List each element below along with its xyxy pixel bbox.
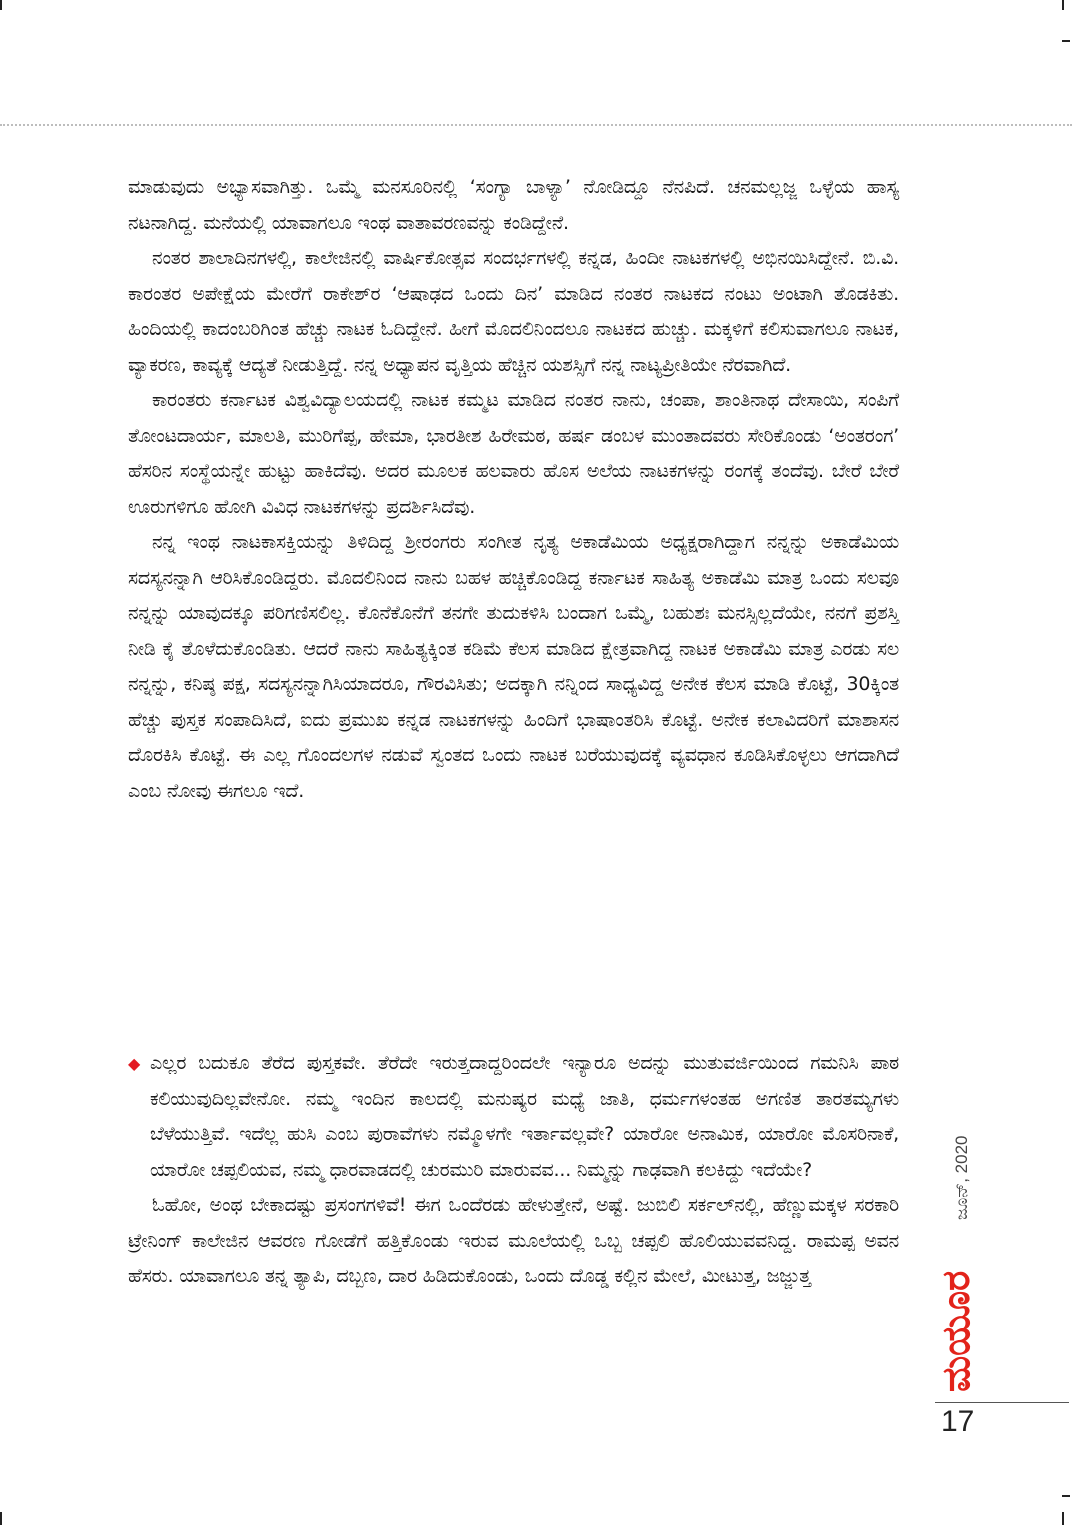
diamond-bullet-icon: ◆ bbox=[128, 1054, 141, 1073]
page-number: 17 bbox=[941, 1405, 975, 1438]
interview-question bbox=[128, 1046, 899, 1188]
body-paragraph: ನನ್ನ ಇಂಥ ನಾಟಕಾಸಕ್ತಿಯನ್ನು ತಿಳಿದಿದ್ದ ಶ್ರೀರಂಗರು ಸಂಗೀತ ನೃತ್ಯ ಅಕಾಡೆಮಿಯ ಅಧ್ಯಕ್ಷರಾಗಿದ್ದಾಗ ನನ್ನನ್ನು ಅಕಾಡೆಮಿಯ ಸದಸ್ಯನನ್ನಾಗಿ ಆರಿಸಿಕೊಂಡಿದ್ದರು. ಮೊದಲಿನಿಂದ ನಾನು ಬಹಳ ಹಚ್ಚಿಕೊಂಡಿದ್ದ ಕರ್ನಾಟಕ ಸಾಹಿತ್ಯ ಅಕಾಡೆಮಿ ಮಾತ್ರ ಒಂದು ಸಲವೂ ನನ್ನನ್ನು ಯಾವುದಕ್ಕೂ ಪರಿಗಣಿಸಲಿಲ್ಲ. ಕೊನೆಕೊನೆಗೆ ತನಗೇ ತುದುಕಳಿಸಿ ಬಂದಾಗ ಒಮ್ಮೆ, ಬಹುಶಃ ಮನಸ್ಸಿಲ್ಲದೆಯೇ, ನನಗೆ ಪ್ರಶಸ್ತಿ ನೀಡಿ ಕೈ ತೊಳೆದುಕೊಂಡಿತು. ಆದರೆ ನಾನು ಸಾಹಿತ್ಯಕ್ಕಿಂತ ಕಡಿಮೆ ಕೆಲಸ ಮಾಡಿದ ಕ್ಷೇತ್ರವಾಗಿದ್ದ ನಾಟಕ ಅಕಾಡೆಮಿ ಮಾತ್ರ ಎರಡು ಸಲ ನನ್ನನ್ನು, ಕನಿಷ್ಠ ಪಕ್ಷ, ಸದಸ್ಯನನ್ನಾಗಿಸಿಯಾದರೂ, ಗೌರವಿಸಿತು; ಅದಕ್ಕಾಗಿ ನನ್ನಿಂದ ಸಾಧ್ಯವಿದ್ದ ಅನೇಕ ಕೆಲಸ ಮಾಡಿ ಕೊಟ್ಟೆ, 30ಕ್ಕಿಂತ ಹೆಚ್ಚು ಪುಸ್ತಕ ಸಂಪಾದಿಸಿದೆ, ಐದು ಪ್ರಮುಖ ಕನ್ನಡ ನಾಟಕಗಳನ್ನು ಹಿಂದಿಗೆ ಭಾಷಾಂತರಿಸಿ ಕೊಟ್ಟೆ. ಅನೇಕ ಕಲಾವಿದರಿಗೆ ಮಾಶಾಸನ ದೊರಕಿಸಿ ಕೊಟ್ಟೆ. ಈ ಎಲ್ಲ ಗೊಂದಲಗಳ ನಡುವೆ ಸ್ವಂತದ ಒಂದು ನಾಟಕ ಬರೆಯುವುದಕ್ಕೆ ವ್ಯವಧಾನ ಕೂಡಿಸಿಕೊಳ್ಳಲು ಆಗದಾಗಿದೆ ಎಂಬ ನೋವು ಈಗಲೂ ಇದೆ. bbox=[128, 531, 899, 802]
issue-date-text: ಜೂನ್, 2020 bbox=[952, 1135, 971, 1220]
crop-mark-bottom-left bbox=[0, 1512, 2, 1525]
question-text: ಎಲ್ಲರ ಬದುಕೂ ತೆರೆದ ಪುಸ್ತಕವೇ. ತೆರೆದೇ ಇರುತ್ತದಾದ್ದರಿಂದಲೇ ಇನ್ಯಾರೂ ಅದನ್ನು ಮುತುವರ್ಜಿಯಿಂದ ಗಮನಿಸಿ ಪಾಠ ಕಲಿಯುವುದಿಲ್ಲವೇನೋ. ನಮ್ಮ ಇಂದಿನ ಕಾಲದಲ್ಲಿ ಮನುಷ್ಯರ ಮಧ್ಯೆ ಜಾತಿ, ಧರ್ಮಗಳಂತಹ ಅಗಣಿತ ತಾರತಮ್ಯಗಳು ಬೆಳೆಯುತ್ತಿವೆ. ಇದೆಲ್ಲ ಹುಸಿ ಎಂಬ ಪುರಾವೆಗಳು ನಮ್ಮೊಳಗೇ ಇರ್ತಾವಲ್ಲವೇ? ಯಾರೋ ಅನಾಮಿಕ, ಯಾರೋ ಮೊಸರಿನಾಕೆ, ಯಾರೋ ಚಪ್ಪಲಿಯವ, ನಮ್ಮ ಧಾರವಾಡದಲ್ಲಿ ಚುರಮುರಿ ಮಾರುವವ... ನಿಮ್ಮನ್ನು ಗಾಢವಾಗಿ ಕಲಕಿದ್ದು ಇದೆಯೇ? bbox=[150, 1052, 899, 1181]
crop-mark-top-left bbox=[0, 0, 2, 10]
body-paragraph: ನಂತರ ಶಾಲಾದಿನಗಳಲ್ಲಿ, ಕಾಲೇಜಿನಲ್ಲಿ ವಾರ್ಷಿಕೋತ್ಸವ ಸಂದರ್ಭಗಳಲ್ಲಿ ಕನ್ನಡ, ಹಿಂದೀ ನಾಟಕಗಳಲ್ಲಿ ಅಭಿನಯಿಸಿದ್ದೇನೆ. ಬಿ.ವಿ. ಕಾರಂತರ ಅಪೇಕ್ಷೆಯ ಮೇರೆಗೆ ರಾಕೇಶ್‌ರ ‘ಆಷಾಢದ ಒಂದು ದಿನ’ ಮಾಡಿದ ನಂತರ ನಾಟಕದ ನಂಟು ಅಂಟಾಗಿ ತೊಡಕಿತು. ಹಿಂದಿಯಲ್ಲಿ ಕಾದಂಬರಿಗಿಂತ ಹೆಚ್ಚು ನಾಟಕ ಓದಿದ್ದೇನೆ. ಹೀಗೆ ಮೊದಲಿನಿಂದಲೂ ನಾಟಕದ ಹುಚ್ಚು. ಮಕ್ಕಳಿಗೆ ಕಲಿಸುವಾಗಲೂ ನಾಟಕ, ವ್ಯಾಕರಣ, ಕಾವ್ಯಕ್ಕೆ ಆದ್ಯತೆ ನೀಡುತ್ತಿದ್ದೆ. ನನ್ನ ಅಧ್ಯಾಪನ ವೃತ್ತಿಯ ಹೆಚ್ಚಿನ ಯಶಸ್ಸಿಗೆ ನನ್ನ ನಾಟ್ಯಪ್ರೀತಿಯೇ ನೆರವಾಗಿದೆ. bbox=[128, 247, 899, 376]
crop-mark-top-right bbox=[1062, 0, 1064, 10]
interview-answer: ಓಹೋ, ಅಂಥ ಬೇಕಾದಷ್ಟು ಪ್ರಸಂಗಗಳಿವೆ! ಈಗ ಒಂದೆರಡು ಹೇಳುತ್ತೇನೆ, ಅಷ್ಟೆ. ಜುಬಿಲಿ ಸರ್ಕಲ್‌ನಲ್ಲಿ, ಹೆಣ್ಣುಮಕ್ಕಳ ಸರಕಾರಿ ಟ್ರೇನಿಂಗ್ ಕಾಲೇಜಿನ ಆವರಣ ಗೋಡೆಗೆ ಹತ್ತಿಕೊಂಡು ಇರುವ ಮೂಲೆಯಲ್ಲಿ ಒಬ್ಬ ಚಪ್ಪಲಿ ಹೊಲಿಯುವವನಿದ್ದ. ರಾಮಪ್ಪ ಅವನ ಹೆಸರು. ಯಾವಾಗಲೂ ತನ್ನ ತ್ಯಾಪಿ, ದಬ್ಬಣ, ದಾರ ಹಿಡಿದುಕೊಂಡು, ಒಂದು ದೊಡ್ಡ ಕಲ್ಲಿನ ಮೇಲೆ, ಮೀಟುತ್ತ, ಜಜ್ಜುತ್ತ bbox=[128, 1194, 899, 1287]
article-body bbox=[128, 170, 899, 809]
crop-mark-right-upper bbox=[1062, 40, 1070, 42]
issue-date bbox=[952, 1110, 976, 1220]
magazine-logo bbox=[936, 1222, 976, 1392]
interview-qa bbox=[128, 1046, 899, 1295]
body-paragraph: ಮಾಡುವುದು ಅಭ್ಯಾಸವಾಗಿತ್ತು. ಒಮ್ಮೆ ಮನಸೂರಿನಲ್ಲಿ ‘ಸಂಗ್ಯಾ ಬಾಳ್ಯಾ’ ನೋಡಿದ್ದೂ ನೆನಪಿದೆ. ಚನಮಲ್ಲಜ್ಜ ಒಳ್ಳೆಯ ಹಾಸ್ಯ ನಟನಾಗಿದ್ದ. ಮನೆಯಲ್ಲಿ ಯಾವಾಗಲೂ ಇಂಥ ವಾತಾವರಣವನ್ನು ಕಂಡಿದ್ದೇನೆ. bbox=[128, 176, 899, 234]
crop-mark-right-lower bbox=[1062, 1495, 1070, 1497]
body-paragraph: ಕಾರಂತರು ಕರ್ನಾಟಕ ವಿಶ್ವವಿದ್ಯಾಲಯದಲ್ಲಿ ನಾಟಕ ಕಮ್ಮಟ ಮಾಡಿದ ನಂತರ ನಾನು, ಚಂಪಾ, ಶಾಂತಿನಾಥ ದೇಸಾಯಿ, ಸಂಪಿಗೆ ತೋಂಟದಾರ್ಯ, ಮಾಲತಿ, ಮುರಿಗೆಪ್ಪ, ಹೇಮಾ, ಭಾರತೀಶ ಹಿರೇಮಠ, ಹರ್ಷ ಡಂಬಳ ಮುಂತಾದವರು ಸೇರಿಕೊಂಡು ‘ಅಂತರಂಗ’ ಹೆಸರಿನ ಸಂಸ್ಥೆಯನ್ನೇ ಹುಟ್ಟು ಹಾಕಿದೆವು. ಅದರ ಮೂಲಕ ಹಲವಾರು ಹೊಸ ಅಲೆಯ ನಾಟಕಗಳನ್ನು ರಂಗಕ್ಕೆ ತಂದೆವು. ಬೇರೆ ಬೇರೆ ಊರುಗಳಿಗೂ ಹೋಗಿ ವಿವಿಧ ನಾಟಕಗಳನ್ನು ಪ್ರದರ್ಶಿಸಿದೆವು. bbox=[128, 389, 899, 518]
crop-mark-bottom-right bbox=[1062, 1512, 1064, 1525]
folio-rule bbox=[935, 1402, 1069, 1403]
magazine-logo-text: ಮಯೂರ bbox=[934, 1270, 978, 1392]
header-dotted-rule bbox=[0, 124, 1072, 126]
